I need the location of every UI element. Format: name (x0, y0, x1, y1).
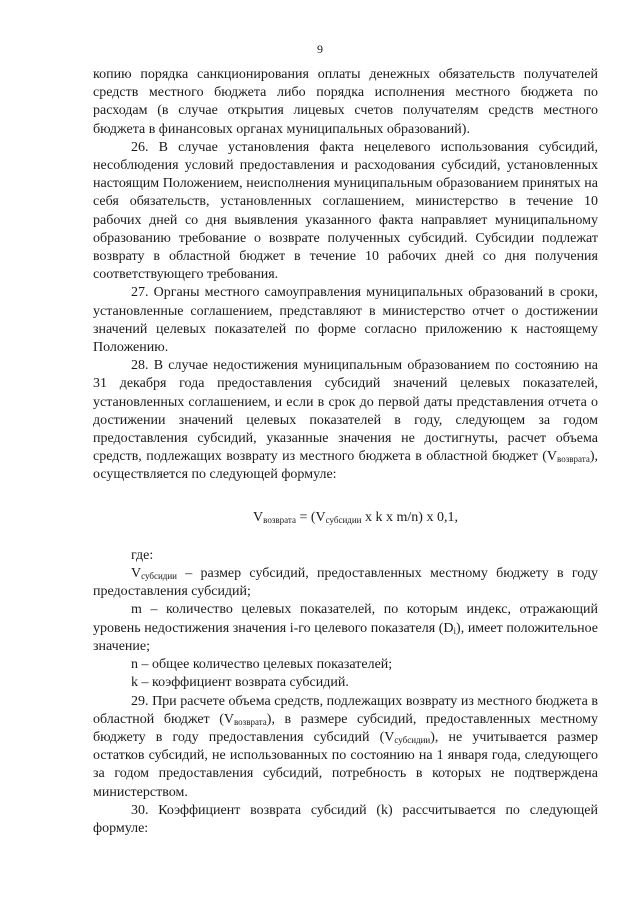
formula-rhs: x k x m/n) x 0,1, (361, 509, 458, 525)
paragraph-28-text: 28. В случае недостижения муниципальным образованием по состоянию на 31 декабря года предоставления субсидий значений целевых показателей, установленных соглашением, и если в срок до первой даты представления отчета о достижении значений целевых показателей в году, следующем за годом предоставления субсидий, указанные значения не достигнуты, расчет объема средств, подлежащих возврату из местного бюджета в областной бюджет (V (93, 358, 598, 465)
formula-lhs-sub: возврата (263, 514, 296, 525)
paragraph-intro: копию порядка санкционирования оплаты денежных обязательств получателей средств местного бюджета либо порядка исполнения местного бюджета по расходам (в случае открытия лицевых счетов получателям средств местного бюджета в финансовых органах муниципальных образований). (93, 67, 598, 137)
formula-mid-sub: субсидии (325, 514, 362, 525)
p29-b: ), в размере субсидий, предоставленных местному бюджету в году предоставления субсидий (V (93, 711, 598, 745)
def-m-text: m – количество целевых показателей, по которым индекс, отражающий уровень недостижения значения i-го целевого показателя (D (93, 602, 598, 636)
paragraph-30: 30. Коэффициент возврата субсидий (k) рассчитывается по следующей формуле: (93, 802, 598, 836)
paragraph-27: 27. Органы местного самоуправления муниципальных образований в сроки, установленные соглашением, представляют в министерство отчет о достижении значений целевых показателей по форме согласно приложению к настоящему Положению. (93, 285, 598, 356)
def-m-sub: i (453, 625, 457, 636)
def-v-text: – размер субсидий, предоставленных местному бюджету в году предоставления субсидий; (93, 566, 598, 600)
formula-lhs: V (253, 509, 264, 525)
formula-eq: = (V (295, 509, 326, 525)
paragraph-26: 26. В случае установления факта нецелевого использования субсидий, несоблюдения условий предоставления и расходования субсидий, установленных настоящим Положением, неисполнения муниципальным образованием принятых на себя обязательств, установленных соглашением, министерство в течение 10 рабочих дней со дня выявления указанного факта направляет муниципальному образованию требование о возврате полученных субсидий. Субсидии подлежат возврату в областной бюджет в течение 10 рабочих дней со дня получения соответствующего требования. (93, 139, 598, 283)
subscript-vozvrata: возврата (557, 454, 590, 465)
definition-m (93, 601, 598, 656)
definition-n: n – общее количество целевых показателей; (131, 657, 393, 673)
paragraph-28 (93, 357, 598, 484)
definition-k: k – коэффициент возврата субсидий. (131, 675, 349, 691)
def-m-tail: ), имеет положительное значение; (93, 620, 599, 654)
formula-return-volume (93, 509, 598, 527)
p29-a: 29. При расчете объема средств, подлежащих возврату из местного бюджета в областной бюджет (V (93, 693, 598, 727)
p29-b-sub: субсидии (394, 734, 431, 745)
page-number: 9 (317, 42, 323, 56)
where-label: где: (131, 547, 154, 563)
p29-c: ), не учитывается размер остатков субсидий, не использованных по состоянию на 1 января года, следующего за годом предоставления субсидий, потребность в которых не подтверждена министерством. (93, 729, 598, 800)
paragraph-29 (93, 693, 598, 802)
paragraph-28-tail: ), осуществляется по следующей формуле: (93, 449, 598, 483)
def-v-sub: субсидии (141, 571, 177, 582)
page-content (93, 66, 598, 838)
definition-v-subsidii (93, 565, 598, 601)
p29-a-sub: возврата (233, 716, 267, 727)
def-v-symbol: V (131, 566, 142, 582)
